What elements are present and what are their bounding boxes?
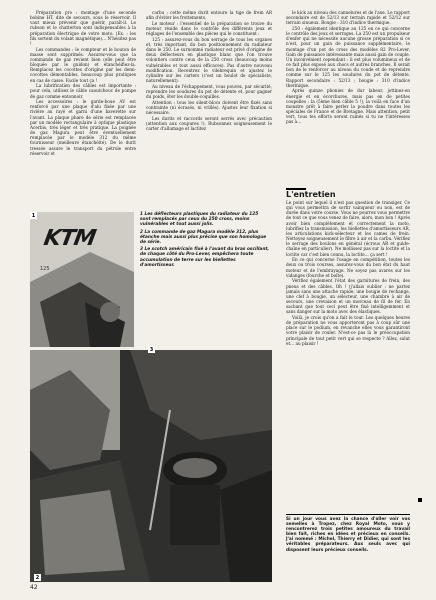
ktm-logo: KTM [41,226,98,251]
engine-photo-graphic [30,350,272,582]
caption: 3 Le scotch américain fixé à l'avant du bras oscillant, de chaque côté du Pro-Lever, empêchera toute accumulation de terre sur les biellettes d'amortisseur. [140,247,270,268]
caption: 1 Les déflecteurs plastiques du radiateur du 125 sont remplacés par ceux du 250 cross, moins vulnérables et tout aussi jolis. [140,212,259,228]
text-column-1 [30,10,136,212]
paragraph: Le point sur lequel il n'est pas question de transiger. Ce qui vous permettra de sortir vainqueur ou non, est de durée dans votre course. Vous ne pourrez vous permettre de tout ce que vous venez de faire, alors, mon bon ! Après avoir bien complètement et correctement la moto, lubrifiez la transmission, les biellettes d'amortisseurs AR, les articulations kick-sélecteur et les cames de frein. Nettoyez soigneusement le filtre à air et la carbu. Vérifiez le serrage des boulons en général (écrous AR et guide-chaîne en particulier). Ne mollissez pas sur la loctite et la loctite car c'est bien connu, la loctite... ça sert ! [286,200,410,257]
paragraph: Préparation pro : montage d'une seconde bobine HT, dite de secours, sous le réservoir. Il vaut mieux prévenir que guérir, paraît-il. Le rubson et le chatterton sont indispensables à la préparation électrique de votre moto. (Ex. : les fils sortent du volant magnétique)... N'hésitez pas ! [30,10,136,46]
photo-number-1: 1 [31,212,36,219]
sidebar-note: Si un jour vous avez la chance d'aller voir vos semelles à Tropez, chez Royal Moto, vous y rencontrerez trois petites amoureux du travail bien fait, riches en idées et précieux en conseils. J'ai nommé : Michel, Thierry et Didier, qui sont les véritables préparateurs. Aux seuls avec qui disposent leurs précieux conseils. [286,514,410,560]
text-column-3 [286,10,410,190]
photo-engine-detail [30,350,272,582]
paragraph: Le moteur : l'essentiel de la préparation se trouve du moteur réside dans le contrôle des différents jeux et réglages de l'ensemble des pièces qui le constituent : [146,20,272,37]
photo-number-3: 3 [149,346,154,353]
paragraph: Les durits et raccords seront serrés avec précaution (attention aux coupures !). Rubsonnez soigneusement le carter d'allumage et lactitez [146,115,272,131]
section-heading: L'entretien [286,190,336,199]
paragraph: Après quinze phonies de dur labeur, jottinez-en énergie et en écorchures, mais pas en de petites coupelles : la (5ème bien câble 5 !), la voilà en face d'un monstre prêt à faire perler la poudre dans toutes les spéciales de France et de Bretagne. Mais attention, petit vert, tous tes efforts seront ruinés si tu ne t'intéresses pas à... [286,88,410,125]
paragraph: Voilà, je crois qu'on a fait le tour. Les quelques heures de préparation ne vous apporteront pas à coup sûr une place sur le podium, en revanche elles vous garantiront votre plaisir de rouler. N'est-ce pas là le préoccupation principale de tout petit vert qui se respecte ? Allez, salut et... au plaisir ! [286,314,410,346]
paragraph: le kick au niveau des cannelures et de l'axe. Le rapport secondaire est de 52/13 sur terrain rapide et 52/12 sur terrain sinueux. Bougie : 310 d'indice thermique. [286,10,410,26]
paragraph: 250 : également identique au 125 en ce qui concerne le contrôle des jeux et serrages. La 250 est un propulseur d'enfer qui ne nécessite aucune grosse préparation si ce n'est, pour un gain de puissance supplémentaire, le montage d'un pot de cross des modèles 82 Pro-Lever. Gain de puissance intéressante mais aussi gain de couple. Un inconvénient cependant : il est plus volumineux et de ce fait plus exposé aux chocs et autres branches. Il serait bon de le renforcer au niveau du coude et de reprendre comme sur le 125 les soudures du pot de détente. Rapport secondaire : 52/13 ; bougie : 310 d'indice thermique. [286,25,410,88]
end-of-article-mark [418,498,422,502]
paragraph: Attention : tous les silent-blocs doivent être fixés sans contrainte (ni écrasés, ni vrillés). Ajustez leur fixation si nécessaire. [146,99,272,115]
caption: 2 La commande de gaz Magura modèle 312, plus étanche mais aussi plus précise que son homologue de série. [140,229,267,245]
paragraph: Les commandes : le compteur et le bouton de masse sont supprimés. Assurez-vous que la commande de gaz revient bien (elle peut être bloquée par le guidon) et étanchéifiez-la. Remplacez les cocottes d'origine par les demi-cocottes démontables, beaucoup plus pratiques en cas de casse. Facile tout ça ! [30,46,136,83]
photo-number-2: 2 [35,574,40,581]
photo-captions [138,212,270,347]
paragraph: Au niveau de l'échappement, vous pouvez, par sécurité, reprendre les soudures du pot de détente et, pour gagner du poids, ôter les double-coquilles. [146,83,272,99]
text-column-2 [146,10,272,212]
paragraph: La lubrification des câbles est importante : pour cela, utilisez le câble caoutchouc de pompe de gaz comme entonnoir. [30,83,136,99]
paragraph: Les accessoires : le garde-boue AV est renforcé par une plaque d'alu fixée par une rivière au rayé et garni d'une baverette sur l'avant. La plaque phare de série est remplacée par un modèle rectangulaire à optique plastique Acerbis, très léger et très pratique. La poignée de gaz Magura peut être éventuellement remplacée par le modèle 312 du même fournisseur (meilleure étanchéité). De le durit tressée assure le transport du pétrole entre réservoir et [30,99,136,156]
page-number: 42 [30,584,38,591]
paragraph: En ce qui concerne l'usage en compétition, toutes les deux ou trois courses, assurez-vous du bon état du haut moteur et de l'embrayage. Ne soyez pas avares sur les vidanges (fourche et boîte). [286,257,410,278]
paragraph: 125 : assurez-vous du bon serrage de tous les organes et, très important, du bon positionnement du radiateur dans le 250. Le surnommé radiateur est privé d'origine de deux déflecteurs en plastique blanc que l'on trouve volontiers contre ceux de la 250 cross (beaucoup moins vulnérables et tout aussi efficaces). Pas d'autre nouveau modification. Recentrez le vilebrequin et ajustez le cylindre sur les carters (c'est un boulot de spécialiste, naturellement). [146,36,272,84]
text-column-3-lower [286,200,410,510]
paragraph: carbu ; cette même durit entoure la tige de frein AR afin d'éviter les frottements. [146,10,272,21]
paragraph: Vérifiez également l'état des garnitures de frein, des pneus et des câbles. Oh ! (j'allais oublier : ne partez jamais sans une attache rapide, une bougie de rechange, une clef à bougie, un sélecteur, une chambre à air de secours, une crevaison et un morceau de fil de fer. En sachant que tout ceci peut être fixé intelligemment et sans danger sur la moto avec des élastiques. [286,278,410,315]
model-label: 125 [40,266,50,272]
